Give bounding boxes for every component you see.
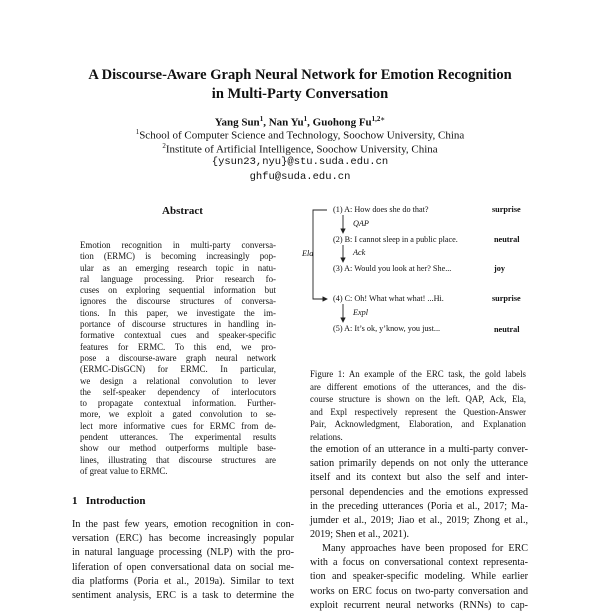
paper-title xyxy=(0,66,600,104)
text-line: cuses on exploring sequential information but xyxy=(80,285,276,296)
text-line: Emotion recognition in multi-party conversa- xyxy=(80,240,276,250)
text-line: show our method outperforms multiple base- xyxy=(80,443,276,454)
relation-label-ack: Ack xyxy=(353,248,366,257)
text-line: dia platforms (Poria et al., 2019a). Similar to text xyxy=(72,575,294,587)
author-list: Yang Sun$^1$, Nan Yu$^1$, Guohong $Fu^{1,2∗}$ xyxy=(214,115,386,129)
text-line: formative contextual cues and speaker-specific xyxy=(80,330,276,341)
relation-label-ela: Ela xyxy=(302,249,314,258)
text-line: the self-speaker dependency of interlocutors xyxy=(80,386,276,397)
abstract-body xyxy=(80,240,276,477)
author-name: Nan Yu xyxy=(268,116,304,129)
abstract-heading: Abstract xyxy=(162,205,203,217)
author-name: Yang Sun xyxy=(214,116,260,129)
text-line: course structure is shown on the left. QAP, Ack, Ela, xyxy=(310,394,526,404)
author-affil-mark: 1,2∗ xyxy=(371,115,386,123)
text-line: ignores the discourse structures of conversa- xyxy=(80,296,276,307)
text-line: with a focus on conversational context representa- xyxy=(310,557,528,569)
text-line: jumder et al., 2019; Jiao et al., 2019; Zhong et al., xyxy=(310,515,528,527)
emotion-label-2: neutral xyxy=(494,235,520,244)
text-line: tion (ERMC) is becoming increasingly pop- xyxy=(80,251,276,262)
figure-1-caption xyxy=(310,368,526,443)
text-line: portance of discourse structures in handling in- xyxy=(80,319,276,330)
author-affil-mark: 1 xyxy=(303,115,308,123)
text-line: lect more informative cues for ERMC from de- xyxy=(80,420,276,431)
author-affil-mark: 1 xyxy=(259,115,264,123)
intro-paragraph xyxy=(72,518,294,603)
affil-text: School of Computer Science and Technology, Soochow University, China xyxy=(139,129,465,142)
text-line: tions. In this paper, we investigate the im- xyxy=(80,307,276,318)
text-line: works on ERC focus on two-party conversation and xyxy=(310,585,528,597)
text-line: the emotion of an utterance in a multi-party conver- xyxy=(310,444,528,455)
affil-mark: 2 xyxy=(162,142,166,150)
text-line: liferation of open conversational data on social me- xyxy=(72,561,294,573)
author-name: Guohong Fu xyxy=(312,116,372,129)
text-line: more, we exploit a gated convolution to se- xyxy=(80,409,276,420)
utterance-1: (1) A: How does she do that? xyxy=(333,205,429,214)
emotion-label-3: joy xyxy=(494,264,505,273)
text-line: tion and speaker-specific modeling. While earlier xyxy=(310,571,528,583)
text-line: itself and its context but also the self and inter- xyxy=(310,472,528,484)
text-line: and Expl respectively represent the Question-Answer xyxy=(310,406,526,417)
utterance-4: (4) C: Oh! What what what! ...Hi. xyxy=(333,294,444,303)
text-line: In the past few years, emotion recognition in con- xyxy=(72,519,294,530)
emotion-label-4: surprise xyxy=(492,294,521,303)
relation-label-qap: QAP xyxy=(353,219,369,228)
relation-label-expl: Expl xyxy=(353,308,369,317)
utterance-5: (5) A: It’s ok, y’know, you just... xyxy=(333,324,441,333)
title-line-1: A Discourse-Aware Graph Neural Network for Emotion Recognition xyxy=(88,67,512,83)
text-line: Pair, Acknowledgment, Elaboration, and Explanation xyxy=(310,419,526,429)
email-line-2: ghfu@suda.edu.cn xyxy=(249,171,351,183)
emotion-label-1: surprise xyxy=(492,205,521,214)
text-line: ral language processing. Prior research fo- xyxy=(80,273,276,284)
section-title: Introduction xyxy=(85,495,146,507)
text-line: of great value to ERMC. xyxy=(80,465,168,476)
text-line: (ERMC-DisGCN) for ERMC. In particular, xyxy=(80,364,276,375)
emotion-label-5: neutral xyxy=(494,325,520,334)
affil-text: Institute of Artificial Intelligence, Soochow University, China xyxy=(165,143,438,156)
affil-mark: 1 xyxy=(135,128,140,136)
text-line: features for ERMC. To this end, we pro- xyxy=(80,341,276,352)
affiliation-2 xyxy=(0,142,600,156)
right-column-paragraph-2 xyxy=(310,542,528,613)
text-line: in natural language processing (NLP) with the pro- xyxy=(72,547,294,559)
text-line: lines, illustrating that discourse structures are xyxy=(80,454,276,465)
text-line: relations. xyxy=(310,431,343,442)
text-line: sentiment analysis, ERC is a task to determine the xyxy=(72,590,294,602)
text-line: to propagate contextual information. Further- xyxy=(80,398,276,409)
ela-relation-arrow xyxy=(313,210,327,299)
email-line-1: {ysun23,nyu}@stu.suda.edu.cn xyxy=(211,156,389,168)
affiliation-1 xyxy=(0,128,600,142)
figure-1 xyxy=(302,198,535,338)
text-line: Many approaches have been proposed for ERC xyxy=(322,543,528,554)
text-line: we design a relational convolution to lever xyxy=(80,375,276,386)
section-heading-introduction xyxy=(72,495,145,507)
text-line: Figure 1: An example of the ERC task, the gold labels xyxy=(310,369,526,379)
utterance-3: (3) A: Would you look at her? She... xyxy=(333,264,452,273)
text-line: 2019; Shen et al., 2021). xyxy=(310,529,409,541)
text-line: ular as an emerging research topic in natu- xyxy=(80,262,276,273)
text-line: are different emotions of the utterances, and the dis- xyxy=(310,381,526,392)
text-line: pendent utterances. The experimental results xyxy=(80,432,276,443)
section-number: 1 xyxy=(72,495,78,507)
text-line: personal dependencies and the emotions expressed xyxy=(310,486,528,498)
right-column-paragraph-1 xyxy=(310,443,528,542)
text-line: pose a discourse-aware graph neural network xyxy=(80,352,276,363)
text-line: in the preceding utterances (Poria et al., 2017; Ma- xyxy=(310,500,528,512)
text-line: exploit recurrent neural networks (RNNs) to cap- xyxy=(310,599,528,611)
text-line: sation primarily depends on not only the utterance xyxy=(310,458,528,470)
title-line-2: in Multi-Party Conversation xyxy=(211,86,389,102)
utterance-2: (2) B: I cannot sleep in a public place. xyxy=(333,235,458,244)
text-line: versation (ERC) has become increasingly popular xyxy=(72,533,294,545)
